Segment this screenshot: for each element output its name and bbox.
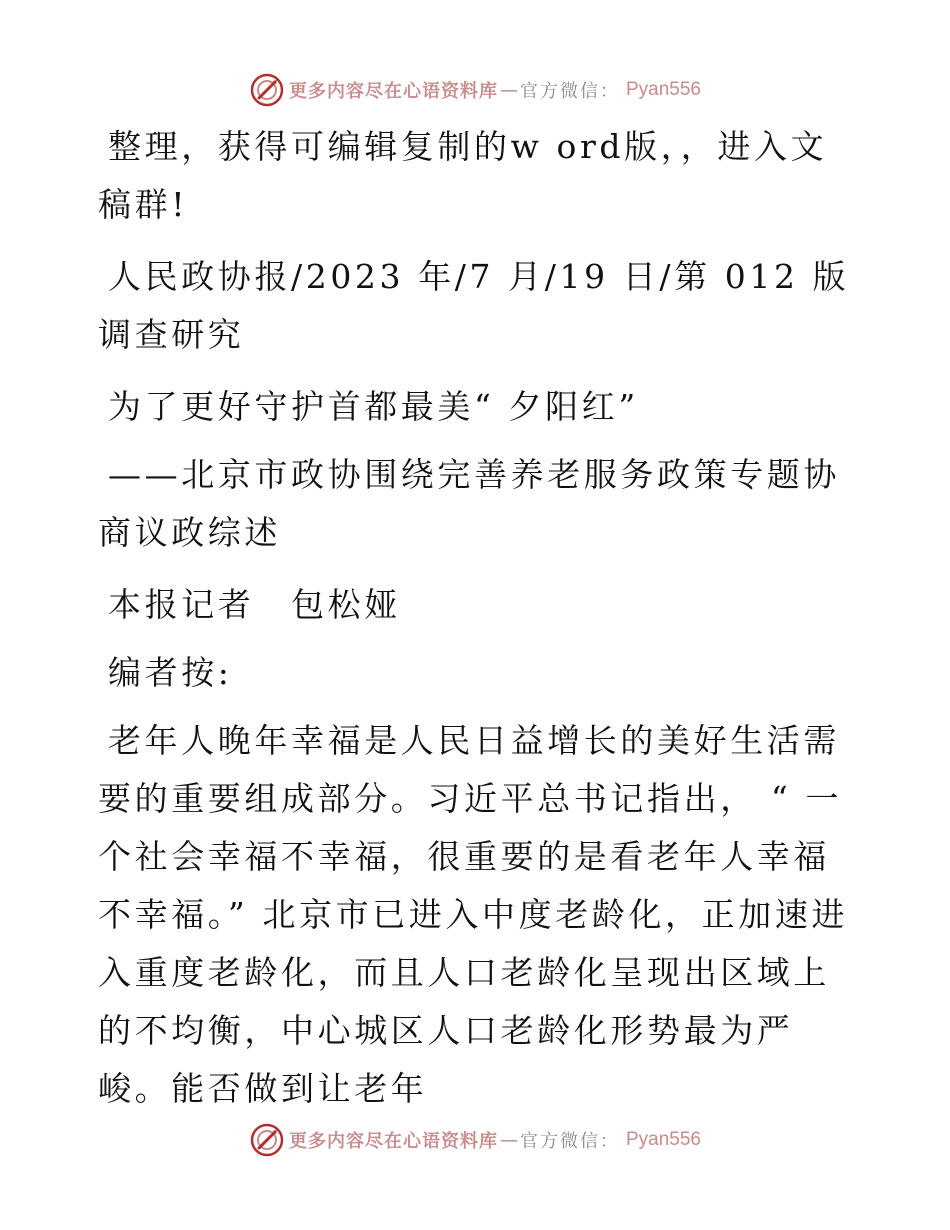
paragraph-intro: 整理，获得可编辑复制的w ord版，，进入文稿群! bbox=[98, 127, 828, 224]
footer-watermark bbox=[0, 1120, 950, 1160]
watermark-official-label: 官方微信： bbox=[519, 81, 620, 102]
article-subtitle: ——北京市政协围绕完善养老服务政策专题协商议政综述 bbox=[98, 455, 840, 552]
editor-note-body: 老年人晚年幸福是人民日益增长的美好生活需要的重要组成部分。习近平总书记指出， “ 一个社会幸福不幸福，很重要的是看老年人幸福不幸福。” 北京市已进入中度老龄化，正加速进入重度老龄化，而且人口老龄化呈现出区域上的不均衡，中心城区人口老龄化形势最为严峻。能否做到让老年 bbox=[98, 721, 849, 1108]
document-body bbox=[98, 118, 858, 1132]
watermark-separator: — bbox=[499, 79, 518, 101]
editor-note-heading: 编者按: bbox=[108, 653, 233, 692]
watermark-official-label: 官方微信： bbox=[519, 1131, 620, 1152]
watermark-wechat-id: Pyan556 bbox=[625, 79, 701, 100]
article-byline: 本报记者 包松娅 bbox=[108, 585, 401, 624]
brand-logo-icon bbox=[249, 72, 285, 108]
watermark-brand-text: 更多内容尽在心语资料库 bbox=[288, 81, 498, 102]
watermark-separator: — bbox=[499, 1129, 518, 1151]
watermark-brand-text: 更多内容尽在心语资料库 bbox=[288, 1131, 498, 1152]
paragraph-source: 人民政协报/2023 年/7 月/19 日/第 012 版调查研究 bbox=[98, 257, 850, 354]
watermark-wechat-id: Pyan556 bbox=[625, 1129, 701, 1150]
header-watermark bbox=[0, 70, 950, 110]
article-title: 为了更好守护首都最美“ 夕阳红” bbox=[108, 387, 639, 426]
brand-logo-icon bbox=[249, 1122, 285, 1158]
